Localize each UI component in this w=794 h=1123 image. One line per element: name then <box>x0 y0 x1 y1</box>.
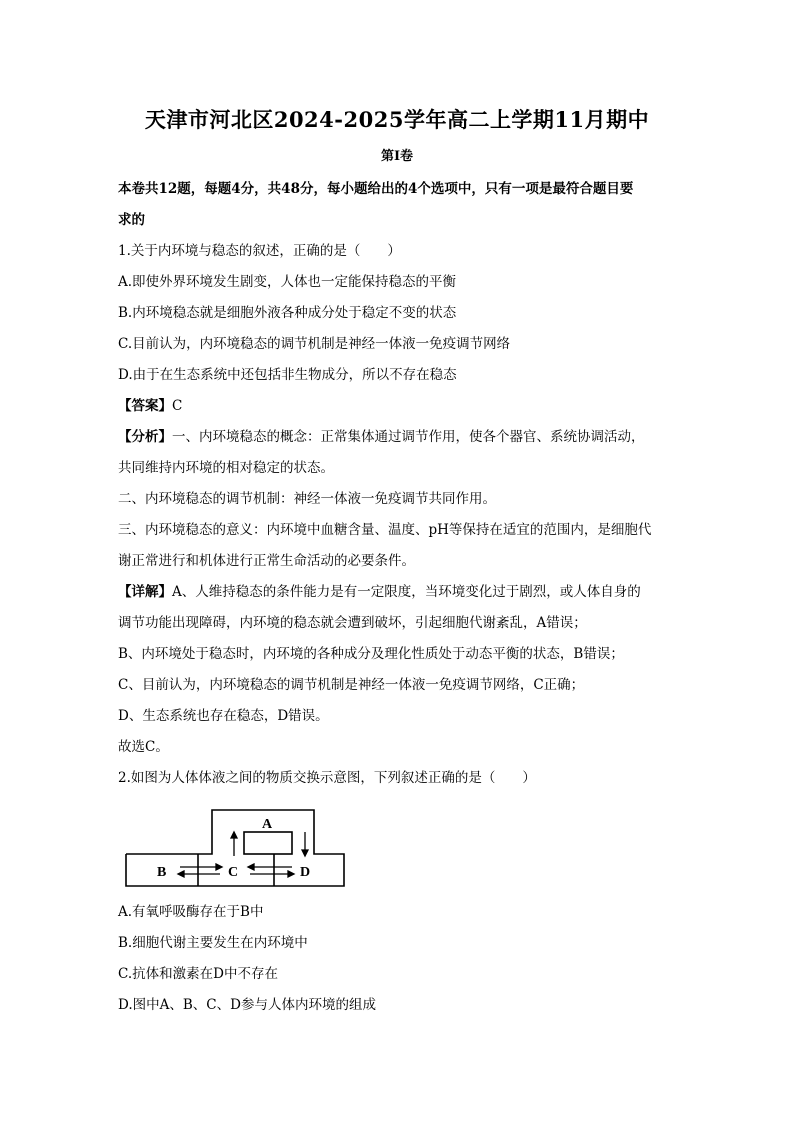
question-1-option-a: A.即使外界环境发生剧变，人体也一定能保持稳态的平衡 <box>118 274 457 290</box>
analysis-text: 一、内环境稳态的概念：正常集体通过调节作用，使各个器官、系统协调活动， <box>172 429 645 445</box>
question-1-option-d: D.由于在生态系统中还包括非生物成分，所以不存在稳态 <box>118 367 457 383</box>
arrow-d-to-c-head <box>248 864 254 870</box>
analysis-line: 三、内环境稳态的意义：内环境中血糖含量、温度、pH等保持在适宜的范围内，是细胞代 <box>118 522 652 538</box>
body-fluid-exchange-diagram <box>124 808 346 888</box>
instructions-line: 求的 <box>118 212 145 228</box>
answer-line <box>118 391 688 422</box>
analysis-line: 谢正常进行和机体进行正常生命活动的必要条件。 <box>118 553 415 569</box>
analysis-line <box>118 422 688 453</box>
detail-line <box>118 577 688 608</box>
diagram-inner-rect <box>244 832 292 854</box>
arrow-c-to-d-head <box>288 871 294 877</box>
arrow-c-to-a-head <box>231 832 237 838</box>
detail-line: D、生态系统也存在稳态，D错误。 <box>118 708 329 724</box>
section-title: 第Ⅰ卷 <box>380 149 414 164</box>
diagram-label-c: C <box>228 865 239 880</box>
arrow-a-to-d-head <box>302 850 308 856</box>
question-2-option-b: B.细胞代谢主要发生在内环境中 <box>118 935 308 951</box>
detail-line: C、目前认为，内环境稳态的调节机制是神经一体液一免疫调节网络，C正确； <box>118 677 585 693</box>
arrow-b-to-c-head <box>216 864 222 870</box>
instructions-line: 本卷共12题，每题4分，共48分，每小题给出的4个选项中，只有一项是最符合题目要 <box>118 181 634 197</box>
analysis-line: 共同维持内环境的相对稳定的状态。 <box>118 460 334 476</box>
question-1-option-c: C.目前认为，内环境稳态的调节机制是神经一体液一免疫调节网络 <box>118 336 511 352</box>
question-2-options <box>118 897 688 1021</box>
document-title: 天津市河北区2024-2025学年高二上学期11月期中 <box>144 107 650 132</box>
detail-text: A、人维持稳态的条件能力是有一定限度，当环境变化过于剧烈，或人体自身的 <box>172 584 641 600</box>
detail-line: B、内环境处于稳态时，内环境的各种成分及理化性质处于动态平衡的状态，B错误； <box>118 646 624 662</box>
question-content <box>118 174 688 794</box>
question-2-option-d: D.图中A、B、C、D参与人体内环境的组成 <box>118 997 376 1013</box>
arrow-c-to-b-head <box>178 871 184 877</box>
analysis-line: 二、内环境稳态的调节机制：神经一体液一免疫调节共同作用。 <box>118 491 496 507</box>
question-1-option-b: B.内环境稳态就是细胞外液各种成分处于稳定不变的状态 <box>118 305 457 321</box>
question-2-option-c: C.抗体和激素在D中不存在 <box>118 966 278 982</box>
detail-tag: 【详解】 <box>118 584 172 600</box>
conclusion-line: 故选C。 <box>118 739 169 755</box>
question-1-stem: 1.关于内环境与稳态的叙述，正确的是（ ） <box>118 243 401 259</box>
answer-value: C <box>172 398 183 414</box>
question-2-option-a: A.有氧呼吸酶存在于B中 <box>118 904 264 920</box>
question-2-stem: 2.如图为人体体液之间的物质交换示意图，下列叙述正确的是（ ） <box>118 770 536 786</box>
diagram-label-d: D <box>300 865 311 880</box>
detail-line: 调节功能出现障碍，内环境的稳态就会遭到破坏，引起细胞代谢紊乱，A错误； <box>118 615 587 631</box>
diagram-label-b: B <box>157 865 167 880</box>
diagram-label-a: A <box>262 817 273 832</box>
answer-tag: 【答案】 <box>118 398 172 414</box>
analysis-tag: 【分析】 <box>118 429 172 445</box>
